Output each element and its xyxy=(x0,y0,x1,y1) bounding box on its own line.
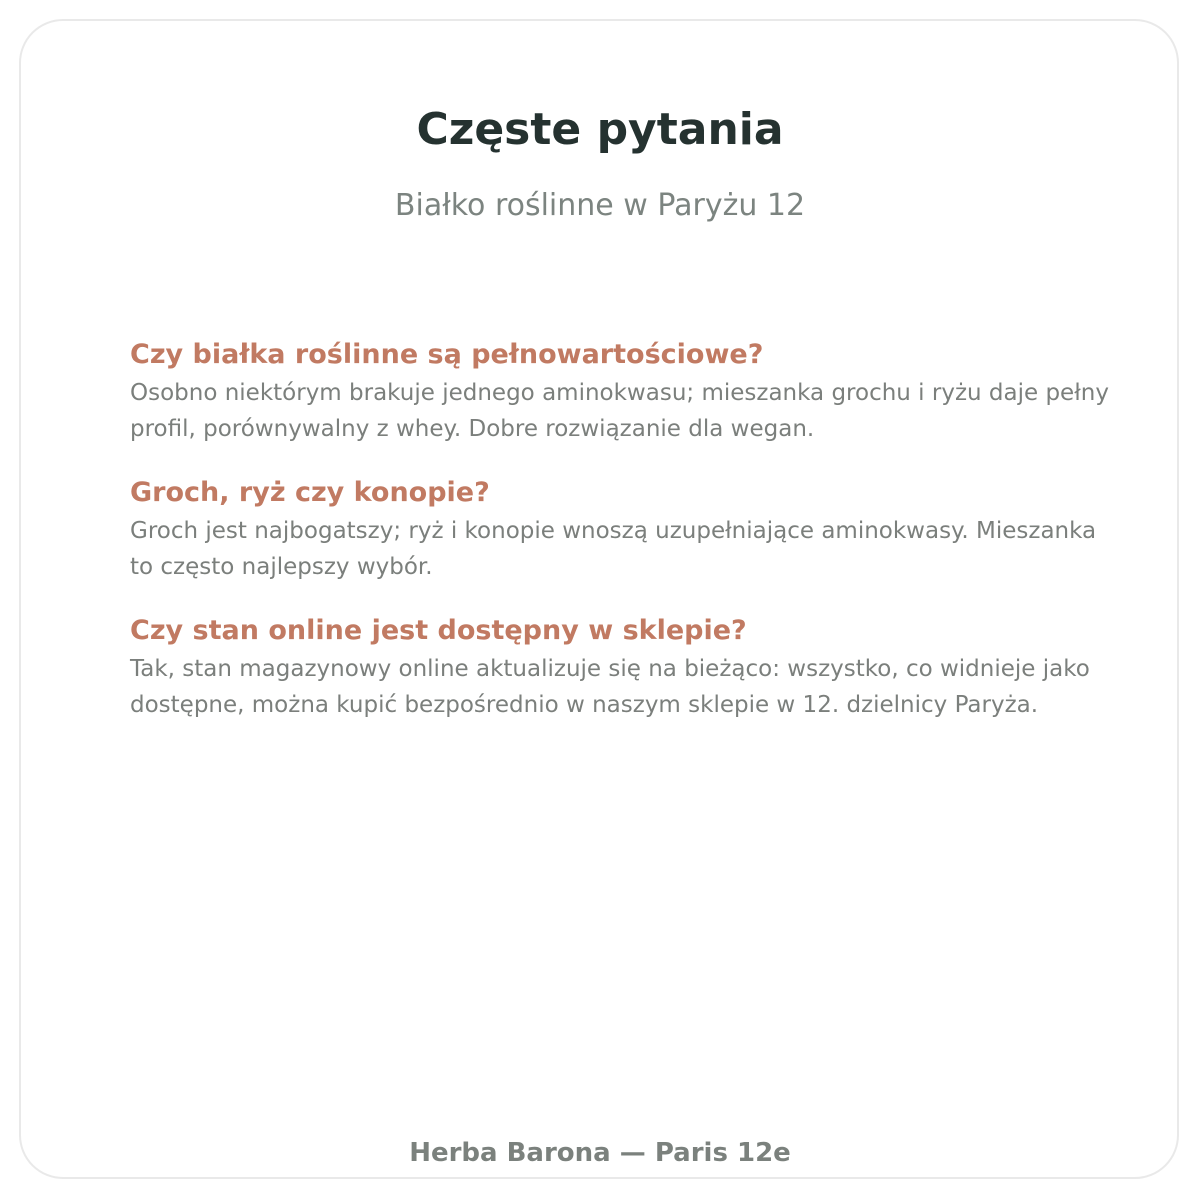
faq-item xyxy=(130,473,1120,585)
faq-item xyxy=(130,335,1120,447)
page-subtitle: Białko roślinne w Paryżu 12 xyxy=(394,188,806,223)
footer-brand: Herba Barona — Paris 12e xyxy=(409,1138,791,1168)
faq-question: Czy stan online jest dostępny w sklepie? xyxy=(130,615,747,646)
faq-question: Czy białka roślinne są pełnowartościowe? xyxy=(130,339,764,370)
faq-answer: Groch jest najbogatszy; ryż i konopie wnoszą uzupełniające aminokwasy. Mieszanka to często najlepszy wybór. xyxy=(130,518,1097,580)
faq-item xyxy=(130,611,1120,723)
faq-list xyxy=(130,335,1120,749)
faq-answer: Osobno niektórym brakuje jednego aminokwasu; mieszanka grochu i ryżu daje pełny profil, porównywalny z whey. Dobre rozwiązanie dla wegan. xyxy=(130,380,1109,442)
faq-question: Groch, ryż czy konopie? xyxy=(130,477,490,508)
page-title: Częste pytania xyxy=(416,104,784,155)
faq-answer: Tak, stan magazynowy online aktualizuje się na bieżąco: wszystko, co widnieje jako dostępne, można kupić bezpośrednio w naszym sklepie w 12. dzielnicy Paryża. xyxy=(130,656,1090,718)
